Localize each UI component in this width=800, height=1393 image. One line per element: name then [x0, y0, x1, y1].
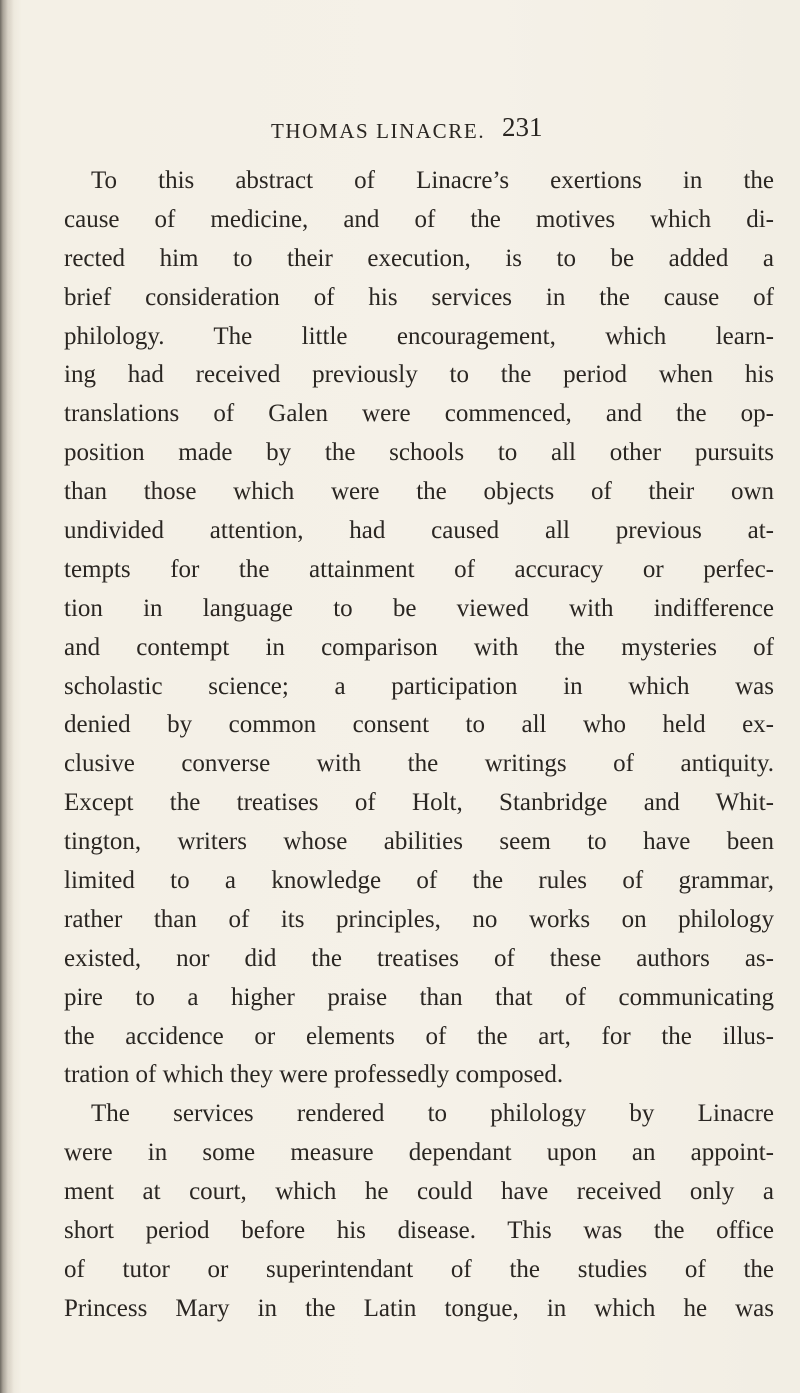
text-line: tion in language to be viewed with indifference: [64, 594, 774, 622]
text-line: brief consideration of his services in the cause of: [64, 283, 774, 311]
text-line: rected him to their execution, is to be added a: [64, 244, 774, 272]
text-line: ment at court, which he could have received only a: [64, 1178, 774, 1206]
text-line: rather than of its principles, no works on philology: [64, 905, 774, 933]
text-line: position made by the schools to all other pursuits: [64, 439, 774, 467]
text-line: Princess Mary in the Latin tongue, in which he was: [64, 1294, 774, 1322]
running-title: THOMAS LINACRE.: [271, 119, 486, 143]
text-line: undivided attention, had caused all previous at-: [64, 517, 774, 545]
text-line: and contempt in comparison with the mysteries of: [64, 633, 774, 661]
text-line: philology. The little encouragement, which learn-: [64, 322, 774, 350]
text-line: of tutor or superintendant of the studies of the: [64, 1255, 774, 1283]
text-line: were in some measure dependant upon an appoint-: [64, 1139, 774, 1167]
text-line: The services rendered to philology by Linacre: [91, 1100, 774, 1128]
text-line: denied by common consent to all who held ex-: [64, 711, 774, 739]
page-number: 231: [502, 112, 543, 142]
text-line: Except the treatises of Holt, Stanbridge and Whit-: [64, 789, 774, 817]
text-line: short period before his disease. This was the office: [64, 1217, 774, 1245]
text-line: existed, nor did the treatises of these authors as-: [64, 944, 774, 972]
text-line: To this abstract of Linacre’s exertions in the: [91, 167, 774, 194]
text-line: tington, writers whose abilities seem to have been: [64, 828, 774, 856]
text-line: than those which were the objects of their own: [64, 478, 774, 506]
text-line: translations of Galen were commenced, and the op-: [64, 400, 774, 428]
text-line: tempts for the attainment of accuracy or perfec-: [64, 555, 774, 583]
text-line: tration of which they were professedly composed.: [64, 1061, 564, 1089]
text-line: clusive converse with the writings of antiquity.: [64, 750, 774, 778]
text-line: ing had received previously to the period when his: [64, 361, 774, 389]
text-line: cause of medicine, and of the motives which di-: [64, 205, 774, 233]
text-line: scholastic science; a participation in which was: [64, 672, 774, 700]
page-gutter-shadow: [0, 0, 14, 1393]
text-line: limited to a knowledge of the rules of grammar,: [64, 867, 774, 895]
running-head: [0, 112, 800, 152]
text-line: the accidence or elements of the art, for the illus-: [64, 1022, 774, 1050]
body-text: [64, 162, 774, 1329]
text-line: pire to a higher praise than that of communicating: [64, 983, 774, 1011]
